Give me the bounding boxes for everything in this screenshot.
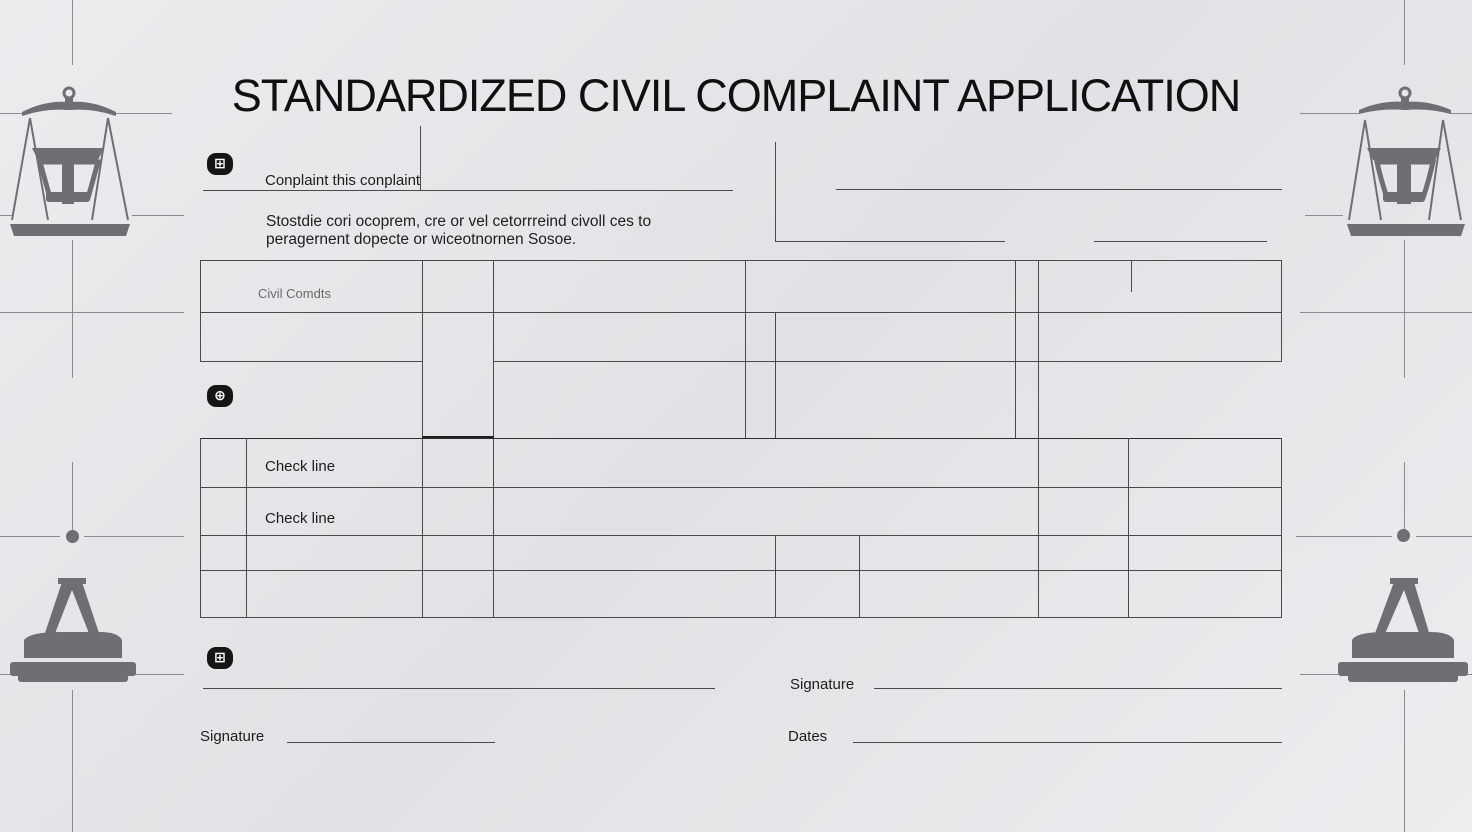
guide-line [1404,462,1405,530]
checklist-row-label: Check line [265,510,336,527]
guide-line [1404,0,1405,65]
guide-line [0,536,60,537]
field-line[interactable] [1094,241,1267,242]
guide-line [72,462,73,530]
complaint-label: Conplaint this conplaint [265,172,421,189]
field-line[interactable] [836,189,1282,190]
complaint-line[interactable] [203,190,733,191]
checklist-grid [200,438,1282,618]
guide-line [1404,690,1405,832]
signature-label: Signature [790,676,855,693]
gavel-icon: ⊕ [207,385,233,407]
guide-line [1404,240,1405,378]
gavel-icon: ⊞ [207,153,233,175]
signature-label: Signature [200,728,265,745]
guide-line [0,312,184,313]
grid-header-label: Civil Comdts [258,286,331,301]
description-line-1: Stostdie cori ocoprem, cre or vel cetorrreind civoll ces to [266,213,652,230]
field-line[interactable] [775,241,1005,242]
date-line[interactable] [853,742,1282,743]
guide-line [1416,536,1472,537]
guide-line [1300,312,1472,313]
guide-line [84,536,184,537]
form-title: STANDARDIZED CIVIL COMPLAINT APPLICATION [231,70,1241,121]
node-dot [66,530,79,543]
scale-base-icon [1330,578,1472,688]
checkbox[interactable] [201,488,246,535]
signature-line[interactable] [203,688,715,689]
divider [420,126,421,190]
signature-line[interactable] [874,688,1282,689]
guide-line [72,240,73,378]
dates-label: Dates [788,728,828,745]
guide-line [72,690,73,832]
description-line-2: peragernent dopecte or wiceotnornen Sosoe. [266,231,577,248]
divider [775,142,776,242]
node-dot [1397,529,1410,542]
gavel-icon: ⊞ [207,647,233,669]
scale-base-icon [0,578,150,688]
guide-line [72,0,73,65]
guide-line [1296,536,1392,537]
civil-complaint-grid [200,260,1282,440]
checkbox[interactable] [201,439,246,487]
signature-line[interactable] [287,742,495,743]
checklist-row-label: Check line [265,458,336,475]
